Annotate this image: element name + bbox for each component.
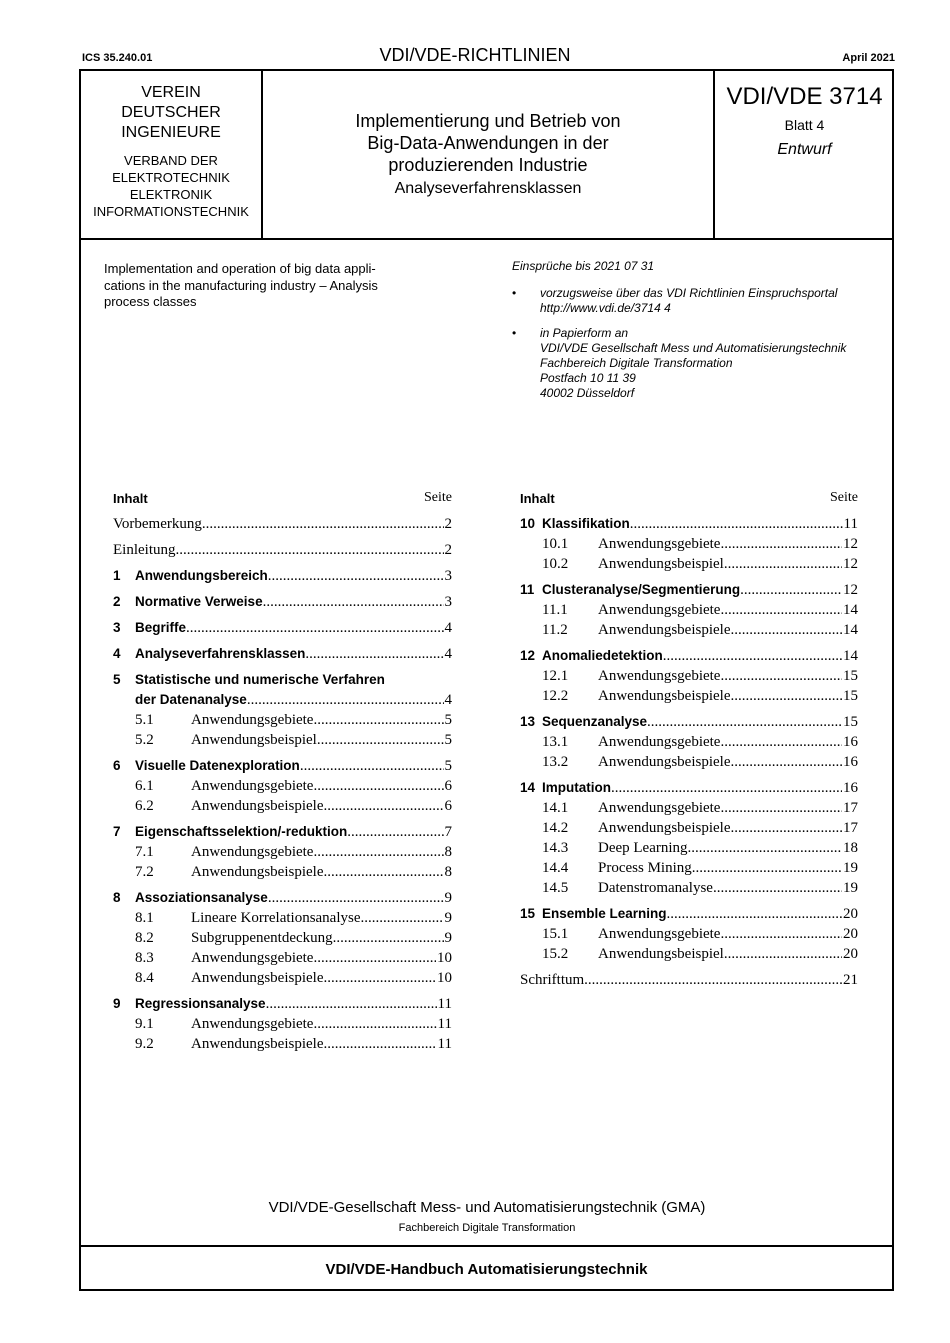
toc-page-number: 4 <box>444 646 452 662</box>
toc-entry[interactable] <box>520 752 858 772</box>
toc-page-number: 11 <box>437 996 452 1012</box>
toc-entry-number: 6 <box>113 758 121 773</box>
toc-entry-label: Anwendungsgebiete <box>191 844 314 860</box>
toc-page-number: 21 <box>843 972 858 988</box>
objections-block <box>512 259 892 401</box>
toc-entry-number: 10.2 <box>542 556 569 572</box>
toc-entry-label: Deep Learning <box>598 840 688 856</box>
title-line: produzierenden Industrie <box>388 155 588 175</box>
objection-line: VDI/VDE Gesellschaft Mess und Automatisierungstechnik <box>540 341 847 355</box>
org-line: VEREIN <box>141 84 201 101</box>
toc-entry-label: Visuelle Datenexploration <box>135 758 300 773</box>
toc-entry-label: Regressionsanalyse <box>135 996 266 1011</box>
toc-entry-number: 5.1 <box>135 712 154 728</box>
toc-entry-number: 5 <box>113 672 121 687</box>
toc-entry[interactable] <box>520 686 858 706</box>
toc-entry-label: Anwendungsgebiete <box>598 800 721 816</box>
toc-entry-number: 13 <box>520 714 536 729</box>
toc-entry-label: Anwendungsgebiete <box>598 536 721 552</box>
toc-dot-leader <box>347 822 443 842</box>
toc-entry[interactable] <box>113 928 452 948</box>
toc-dot-leader <box>720 924 842 944</box>
series-title: VDI/VDE-RICHTLINIEN <box>379 45 571 65</box>
toc-dot-leader <box>186 618 443 638</box>
toc-entry[interactable] <box>520 534 858 554</box>
toc-page-number: 15 <box>843 688 858 704</box>
toc-dot-leader <box>176 540 444 560</box>
toc-page-number: 12 <box>843 536 858 552</box>
objection-option-portal <box>512 286 892 316</box>
toc-entry-number: 8.4 <box>135 970 154 986</box>
toc-heading-label: Inhalt <box>113 491 148 506</box>
toc-left-column <box>113 480 452 1054</box>
toc-entry-label: Anwendungsbeispiel <box>191 732 317 748</box>
toc-dot-leader <box>268 888 444 908</box>
toc-entry-number: 12.1 <box>542 668 569 684</box>
toc-entry-label: Anwendungsgebiete <box>191 950 314 966</box>
toc-entry-label: Datenstromanalyse <box>598 880 713 896</box>
toc-dot-leader <box>720 666 842 686</box>
toc-entry[interactable] <box>520 554 858 574</box>
toc-dot-leader <box>323 968 436 988</box>
toc-entry-number: 3 <box>113 620 121 635</box>
toc-entry[interactable] <box>113 888 452 908</box>
footer-handbook: VDI/VDE-Handbuch Automatisierungstechnik <box>325 1261 648 1278</box>
toc-page-number: 20 <box>843 926 858 942</box>
toc-entry[interactable] <box>520 580 858 600</box>
toc-entry-label: Anwendungsbeispiele <box>598 820 731 836</box>
toc-entry-number: 13.2 <box>542 754 569 770</box>
toc-page-number: 19 <box>843 880 858 896</box>
toc-entry-label: Anwendungsbeispiele <box>191 798 324 814</box>
toc-entry-number: 9 <box>113 996 121 1011</box>
toc-entry-label: Eigenschaftsselektion/-reduktion <box>135 824 348 839</box>
toc-entry-label: Anwendungsgebiete <box>191 1016 314 1032</box>
toc-entry[interactable] <box>520 514 858 534</box>
toc-entry-label: Statistische und numerische Verfahren <box>135 672 385 687</box>
toc-page-number: 12 <box>843 582 858 598</box>
footer-top-rule <box>79 1245 894 1247</box>
toc-entry-number: 11.2 <box>542 622 568 638</box>
org-sub-line: ELEKTRONIK <box>129 187 213 202</box>
toc-entry-label: Anwendungsgebiete <box>598 926 721 942</box>
toc-page-number: 3 <box>444 594 452 610</box>
toc-page-number: 11 <box>843 516 858 532</box>
toc-dot-leader <box>724 944 842 964</box>
toc-entry-number: 14.3 <box>542 840 569 856</box>
toc-page-number: 19 <box>843 860 858 876</box>
toc-entry-label: Lineare Korrelationsanalyse <box>191 910 361 926</box>
toc-dot-leader <box>584 970 842 990</box>
objection-line: Fachbereich Digitale Transformation <box>540 356 733 370</box>
toc-dot-leader <box>720 534 842 554</box>
toc-entry-number: 15.2 <box>542 946 569 962</box>
toc-dot-leader <box>317 730 444 750</box>
toc-entry[interactable] <box>113 618 452 638</box>
toc-page-number: 5 <box>444 732 452 748</box>
toc-entry-number: 7.1 <box>135 844 154 860</box>
title-line: Big-Data-Anwendungen in der <box>367 133 609 153</box>
toc-entry[interactable] <box>113 796 452 816</box>
org-sub-line: INFORMATIONSTECHNIK <box>93 204 249 219</box>
toc-dot-leader <box>323 862 443 882</box>
document-title <box>263 110 713 200</box>
toc-entry[interactable] <box>520 712 858 732</box>
toc-dot-leader <box>323 1034 436 1054</box>
toc-page-number: 6 <box>444 778 452 794</box>
toc-entry[interactable] <box>113 1034 452 1054</box>
toc-dot-leader <box>720 798 842 818</box>
issue-date: April 2021 <box>842 52 895 64</box>
toc-entry[interactable] <box>113 908 452 928</box>
toc-entry-number: 12 <box>520 648 536 663</box>
toc-dot-leader <box>667 904 842 924</box>
toc-entry-number: 15.1 <box>542 926 569 942</box>
toc-entry[interactable] <box>113 822 452 842</box>
toc-entry[interactable] <box>113 842 452 862</box>
toc-page-number: 14 <box>843 622 858 638</box>
toc-entry[interactable] <box>520 818 858 838</box>
toc-page-number: 9 <box>444 910 452 926</box>
objection-line: Postfach 10 11 39 <box>540 371 636 385</box>
objection-line: 40002 Düsseldorf <box>540 386 635 400</box>
toc-dot-leader <box>313 842 443 862</box>
toc-page-number: 17 <box>843 800 858 816</box>
toc-entry-label: Normative Verweise <box>135 594 263 609</box>
toc-page-number: 4 <box>444 620 452 636</box>
toc-page-number: 17 <box>843 820 858 836</box>
toc-dot-leader <box>323 796 443 816</box>
toc-entry[interactable] <box>113 776 452 796</box>
toc-dot-leader <box>202 514 444 534</box>
toc-page-number: 16 <box>843 754 858 770</box>
ics-code: ICS 35.240.01 <box>82 52 153 64</box>
toc-entry-number: 2 <box>113 594 121 609</box>
toc-entry-label: Anwendungsgebiete <box>598 668 721 684</box>
header-bottom-rule <box>79 238 894 240</box>
toc-dot-leader <box>305 644 443 664</box>
toc-dot-leader <box>313 710 443 730</box>
toc-entry-number: 12.2 <box>542 688 569 704</box>
toc-heading <box>113 480 452 506</box>
toc-dot-leader <box>361 908 444 928</box>
toc-dot-leader <box>647 712 842 732</box>
toc-dot-leader <box>730 686 842 706</box>
bullet: • <box>512 286 517 300</box>
toc-page-number: 15 <box>843 714 858 730</box>
toc-entry-label: Anwendungsbeispiel <box>598 946 724 962</box>
toc-page-number: 14 <box>843 648 858 664</box>
toc-entry-number: 14.4 <box>542 860 569 876</box>
toc-dot-leader <box>663 646 842 666</box>
english-title-line: Implementation and operation of big data appli- <box>104 261 376 276</box>
toc-entry[interactable] <box>520 838 858 858</box>
draft-status: Entwurf <box>777 141 832 158</box>
toc-page-number: 6 <box>444 798 452 814</box>
toc-entry-title-line[interactable] <box>113 670 452 690</box>
toc-entry-number: 6.1 <box>135 778 154 794</box>
footer-society: VDI/VDE-Gesellschaft Mess- und Automatisierungstechnik (GMA) <box>268 1199 706 1216</box>
toc-dot-leader <box>688 838 842 858</box>
toc-entry-label: Analyseverfahrensklassen <box>135 646 306 661</box>
toc-entries <box>113 514 452 1054</box>
toc-dot-leader <box>692 858 842 878</box>
toc-entry-label: Anwendungsbeispiele <box>191 864 324 880</box>
toc-dot-leader <box>730 620 842 640</box>
sheet-number: Blatt 4 <box>784 117 825 133</box>
objection-line: in Papierform an <box>540 326 629 340</box>
toc-entry-label: Anwendungsbeispiele <box>598 754 731 770</box>
toc-entry-number: 8 <box>113 890 121 905</box>
toc-page-number: 7 <box>444 824 452 840</box>
toc-entry-label: Anwendungsgebiete <box>191 778 314 794</box>
org-line: INGENIEURE <box>121 124 221 141</box>
toc-dot-leader <box>268 566 444 586</box>
toc-entry-label: Anwendungsgebiete <box>191 712 314 728</box>
toc-entry-number: 1 <box>113 568 121 583</box>
toc-page-number: 16 <box>843 780 858 796</box>
toc-dot-leader <box>313 776 443 796</box>
toc-entry-label: Anwendungsbeispiele <box>191 970 324 986</box>
toc-entry-number: 7.2 <box>135 864 154 880</box>
toc-entry-label: Vorbemerkung <box>113 516 202 532</box>
toc-dot-leader <box>720 600 842 620</box>
toc-dot-leader <box>713 878 842 898</box>
toc-entry-label: Anwendungsbereich <box>135 568 268 583</box>
toc-dot-leader <box>720 732 842 752</box>
toc-entry-label: Schrifttum <box>520 972 585 988</box>
toc-entry-number: 14.2 <box>542 820 569 836</box>
toc-page-number: 14 <box>843 602 858 618</box>
toc-entry[interactable] <box>113 514 452 534</box>
toc-entry[interactable] <box>520 600 858 620</box>
toc-page-number: 20 <box>843 906 858 922</box>
toc-entry-label: Anwendungsgebiete <box>598 734 721 750</box>
org-sub-line: ELEKTROTECHNIK <box>112 170 230 185</box>
toc-entry[interactable] <box>520 924 858 944</box>
objection-line: vorzugsweise über das VDI Richtlinien Einspruchsportal <box>540 286 838 300</box>
english-title-line: process classes <box>104 294 197 309</box>
toc-entry-number: 14.5 <box>542 880 569 896</box>
toc-entry[interactable] <box>520 646 858 666</box>
toc-entry-label: Process Mining <box>598 860 692 876</box>
toc-entry-number: 8.2 <box>135 930 154 946</box>
toc-entry[interactable] <box>113 756 452 776</box>
english-title-line: cations in the manufacturing industry – Analysis <box>104 277 378 293</box>
toc-page-number: 10 <box>437 970 452 986</box>
toc-dot-leader <box>333 928 444 948</box>
toc-page-number: 16 <box>843 734 858 750</box>
toc-dot-leader <box>313 1014 436 1034</box>
toc-page-number: 9 <box>444 890 452 906</box>
toc-dot-leader <box>724 554 842 574</box>
document-number: VDI/VDE 3714 <box>726 83 883 110</box>
toc-entry-number: 10.1 <box>542 536 569 552</box>
bullet: • <box>512 326 517 340</box>
toc-entry-number: 7 <box>113 824 121 839</box>
toc-entry-number: 14 <box>520 780 536 795</box>
toc-entry[interactable] <box>113 948 452 968</box>
toc-dot-leader <box>740 580 842 600</box>
toc-entry-label: Subgruppenentdeckung <box>191 930 333 946</box>
toc-entry-label: der Datenanalyse <box>135 692 247 707</box>
toc-entry[interactable] <box>113 968 452 988</box>
toc-page-heading: Seite <box>424 490 452 505</box>
toc-entry-number: 10 <box>520 516 536 531</box>
toc-heading <box>520 480 858 506</box>
toc-entry-number: 8.1 <box>135 910 154 926</box>
toc-entry[interactable] <box>520 778 858 798</box>
toc-entry[interactable] <box>113 1014 452 1034</box>
toc-entry-label: Anwendungsbeispiel <box>598 556 724 572</box>
toc-entry[interactable] <box>520 878 858 898</box>
toc-dot-leader <box>630 514 843 534</box>
toc-entry[interactable] <box>113 592 452 612</box>
toc-entry[interactable] <box>113 862 452 882</box>
toc-entry[interactable] <box>520 970 858 990</box>
title-subtitle: Analyseverfahrensklassen <box>394 180 582 197</box>
toc-entry[interactable] <box>113 994 452 1014</box>
toc-entry-number: 14.1 <box>542 800 569 816</box>
toc-entry[interactable] <box>520 944 858 964</box>
toc-entry-number: 13.1 <box>542 734 569 750</box>
toc-entry-label: Anwendungsgebiete <box>598 602 721 618</box>
toc-entry-label: Anwendungsbeispiele <box>598 622 731 638</box>
toc-entry-label: Anwendungsbeispiele <box>598 688 731 704</box>
toc-page-number: 11 <box>437 1036 452 1052</box>
toc-entry[interactable] <box>113 730 452 750</box>
toc-dot-leader <box>730 752 842 772</box>
toc-right-column <box>520 480 858 990</box>
toc-entry-number: 6.2 <box>135 798 154 814</box>
toc-entry[interactable] <box>520 904 858 924</box>
organization-block <box>81 83 261 220</box>
toc-entry-label: Begriffe <box>135 620 187 635</box>
toc-entry-label: Anwendungsbeispiele <box>191 1036 324 1052</box>
toc-entry-number-spacer <box>113 690 135 710</box>
toc-entry[interactable] <box>520 732 858 752</box>
toc-entry[interactable] <box>520 666 858 686</box>
toc-entry[interactable] <box>520 620 858 640</box>
toc-entry[interactable] <box>520 858 858 878</box>
toc-dot-leader <box>263 592 444 612</box>
org-sub-line: VERBAND DER <box>124 153 218 168</box>
toc-entry-number: 11 <box>520 582 535 597</box>
toc-entry[interactable] <box>113 690 452 710</box>
toc-entry-label: Imputation <box>542 780 611 795</box>
toc-page-number: 5 <box>444 712 452 728</box>
toc-dot-leader <box>730 818 842 838</box>
toc-page-heading: Seite <box>830 490 858 505</box>
toc-entry-label: Einleitung <box>113 542 176 558</box>
toc-entry-number: 5.2 <box>135 732 154 748</box>
toc-entry-number: 11.1 <box>542 602 568 618</box>
objection-option-paper <box>512 326 892 401</box>
document-number-block <box>715 83 894 159</box>
toc-entry[interactable] <box>113 644 452 664</box>
toc-page-number: 3 <box>444 568 452 584</box>
toc-dot-leader <box>247 690 444 710</box>
toc-page-number: 2 <box>444 516 452 532</box>
toc-page-number: 20 <box>843 946 858 962</box>
toc-page-number: 18 <box>843 840 858 856</box>
toc-page-number: 8 <box>444 844 452 860</box>
toc-page-number: 4 <box>444 692 452 708</box>
toc-entry[interactable] <box>113 540 452 560</box>
toc-entry-number: 4 <box>113 646 121 661</box>
toc-page-number: 11 <box>437 1016 452 1032</box>
toc-entry-label: Anomaliedetektion <box>542 648 663 663</box>
toc-page-number: 9 <box>444 930 452 946</box>
toc-entry[interactable] <box>113 566 452 586</box>
toc-page-number: 2 <box>444 542 452 558</box>
footer-department: Fachbereich Digitale Transformation <box>398 1222 576 1234</box>
toc-page-number: 12 <box>843 556 858 572</box>
toc-entries <box>520 514 858 990</box>
toc-dot-leader <box>611 778 842 798</box>
toc-page-number: 8 <box>444 864 452 880</box>
toc-entry-label: Clusteranalyse/Segmentierung <box>542 582 741 597</box>
toc-entry-number: 8.3 <box>135 950 154 966</box>
org-line: DEUTSCHER <box>121 104 221 121</box>
toc-entry-number: 15 <box>520 906 536 921</box>
toc-entry-label: Ensemble Learning <box>542 906 667 921</box>
toc-heading-label: Inhalt <box>520 491 555 506</box>
toc-entry-label: Sequenzanalyse <box>542 714 648 729</box>
toc-entry-number: 9.1 <box>135 1016 154 1032</box>
toc-page-number: 10 <box>437 950 452 966</box>
toc-entry-number: 9.2 <box>135 1036 154 1052</box>
toc-dot-leader <box>313 948 436 968</box>
toc-entry-label: Klassifikation <box>542 516 630 531</box>
toc-page-number: 5 <box>444 758 452 774</box>
toc-entry-label: Assoziationsanalyse <box>135 890 268 905</box>
toc-dot-leader <box>300 756 444 776</box>
title-line: Implementierung und Betrieb von <box>355 111 621 131</box>
toc-entry[interactable] <box>113 710 452 730</box>
objection-link[interactable]: http://www.vdi.de/3714 4 <box>540 301 671 315</box>
toc-page-number: 15 <box>843 668 858 684</box>
english-title <box>104 261 424 311</box>
toc-dot-leader <box>266 994 437 1014</box>
toc-entry[interactable] <box>520 798 858 818</box>
objection-deadline: Einsprüche bis 2021 07 31 <box>512 259 655 273</box>
